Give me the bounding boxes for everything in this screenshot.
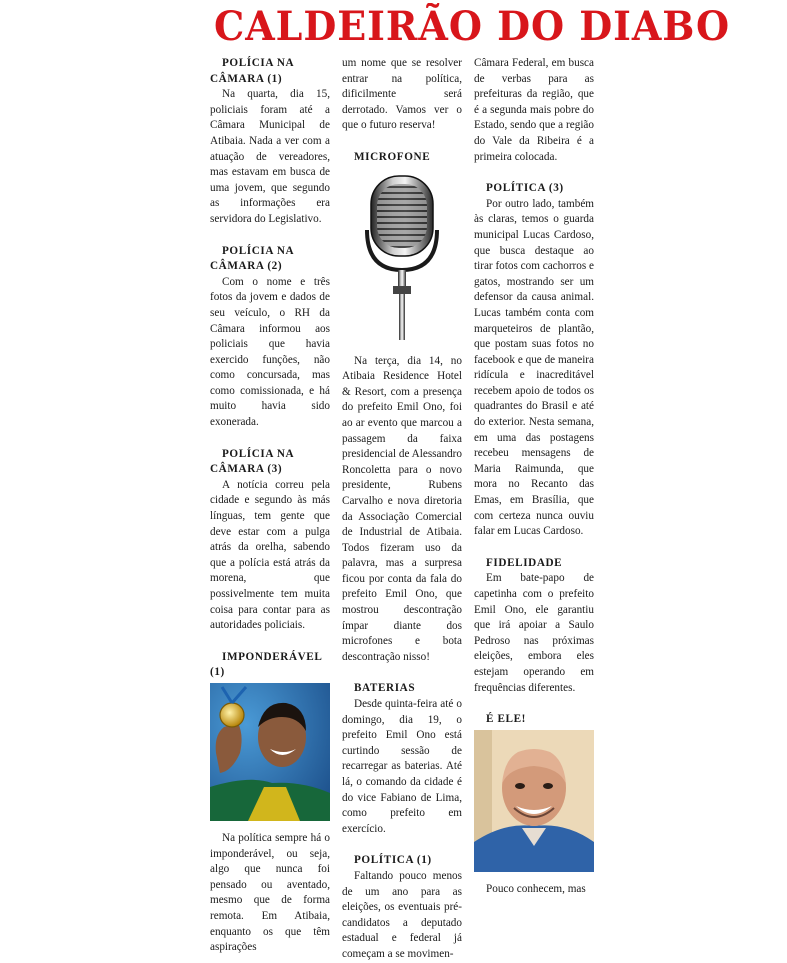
section-title: BATERIAS xyxy=(354,682,416,695)
section-body: Na política sempre há o imponderável, ou seja, algo que nunca foi pensado ou aventado, mesmo que de forma remota. Em Atibaia, enquanto os que têm aspirações xyxy=(210,831,330,954)
section-body: Em bate-papo de capetinha com o prefeito Emil Ono, ele garantiu que irá apoiar a Saulo Pedroso nas próximas eleições, embora eles estejam operando em frequências diferentes. xyxy=(474,572,594,694)
section-title: POLÍTICA (1) xyxy=(354,854,432,867)
column-2 xyxy=(342,56,462,963)
section-title: POLÍCIA NA CÂMARA (2) xyxy=(210,244,294,273)
section-body: Com o nome e três fotos da jovem e dados de seu veículo, o RH da Câmara informou aos policiais que havia exercido funções, não como concursada, mas como comissionada, e há muito havia sido exonerada. xyxy=(210,275,330,429)
section-title: É ELE! xyxy=(486,713,526,726)
portrait-photo xyxy=(474,730,594,872)
column-3 xyxy=(474,56,594,897)
section-title: POLÍCIA NA CÂMARA (3) xyxy=(210,447,294,476)
section-body: Faltando pouco menos de um ano para as eleições, os eventuais pré-candidatos a deputado estadual e federal já começam a se movimen- xyxy=(342,869,462,960)
microphone-illustration xyxy=(342,172,462,344)
section-title: FIDELIDADE xyxy=(486,556,563,569)
section-body: Desde quinta-feira até o domingo, dia 19, o prefeito Emil Ono está curtindo sessão de recarregar as baterias. Até lá, o comando da cidade é do vice Fabiano de Lima, como prefeito em exercício. xyxy=(342,698,462,835)
section-body: A notícia correu pela cidade e segundo às más línguas, tem gente que deve estar com a pulga atrás da orelha, sabendo que a polícia está atrás da morena, que possivelmente tem muita coisa para contar para as autoridades policiais. xyxy=(210,478,330,632)
section-title: IMPONDERÁVEL (1) xyxy=(210,650,322,679)
section-body: Por outro lado, também às claras, temos o guarda municipal Lucas Cardoso, que busca destaque ao tirar fotos com cachorros e gatos, mostrando ser um defensor da causa animal. Lucas também conta com marqueteiros de plantão, que postam suas fotos no facebook e que de maneira ridícula e inacreditável recebem apoio de todos os quadrantes do Brasil e até do exterior. Nesta semana, em uma das postagens recebeu mensagens de Maria Raimunda, que mora no Recanto das Emas, em Brasília, que com certeza nunca ouviu falar em Lucas Cardoso. xyxy=(474,197,594,538)
section-body: Na terça, dia 14, no Atibaia Residence Hotel & Resort, com a presença do prefeito Emil Ono, foi ao ar evento que marcou a passagem da faixa presidencial de Alessandro Roncoletta para o novo presidente, Rubens Carvalho e nova diretoria da Associação Comercial de Industrial de Atibaia. Todos fizeram uso da palavra, mas a surpresa ficou por conta da fala do prefeito Emil Ono, que mostrou descontração ímpar diante dos microfones e bota descontração nisso! xyxy=(342,354,462,663)
section-body: Na quarta, dia 15, policiais foram até a Câmara Municipal de Atibaia. Nada a ver com a atuação de vereadores, mas estavam em busca de uma jovem, que segundo as informações era servidora do Legislativo. xyxy=(210,88,330,225)
section-body: um nome que se resolver entrar na política, dificilmente será derrotado. Vamos ver o que o futuro reserva! xyxy=(342,57,462,132)
section-body: Câmara Federal, em busca de verbas para as prefeituras da região, que é a segunda mais pobre do Estado, sendo que a região do Vale da Ribeira é a primeira colocada. xyxy=(474,57,594,163)
section-title: MICROFONE xyxy=(354,150,431,163)
section-title: POLÍCIA NA CÂMARA (1) xyxy=(210,57,294,85)
column-1 xyxy=(210,56,330,956)
athlete-photo xyxy=(210,683,330,821)
section-body: Pouco conhecem, mas xyxy=(486,882,586,895)
masthead-title: CALDEIRÃO DO DIABO xyxy=(214,3,731,50)
section-title: POLÍTICA (3) xyxy=(486,182,564,195)
